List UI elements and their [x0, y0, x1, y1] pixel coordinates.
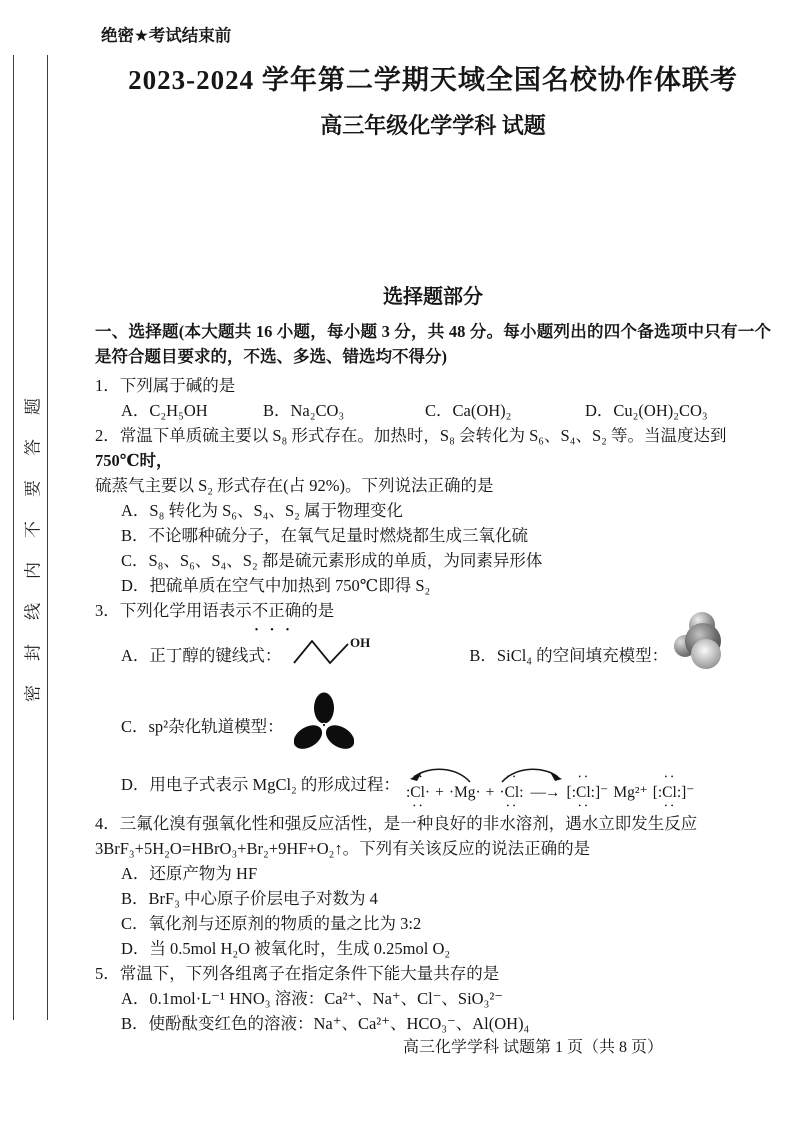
product-magnesium-ion: Mg²⁺	[613, 783, 648, 801]
reaction-arrow: —→	[530, 783, 560, 801]
question-3-stem-emphasis: 不正确 •••	[252, 601, 302, 620]
question-4-option-a: A．还原产物为 HF	[121, 864, 258, 883]
sp2-orbital-figure	[294, 691, 354, 753]
question-3-option-c-label: C．sp²杂化轨道模型：	[121, 716, 284, 736]
question-4-stem-line2: 3BrF₃+5H₂O=HBrO₃+Br₂+9HF+O₂↑。下列有关该反应的说法正确的是	[95, 839, 591, 858]
question-3	[95, 598, 771, 809]
question-5-option-b: B．使酚酞变红色的溶液：Na⁺、Ca²⁺、HCO₃⁻、Al(OH)₄	[121, 1014, 530, 1033]
question-3-options-ab	[121, 631, 771, 679]
charge-minus: ⁻	[686, 783, 695, 801]
question-4	[95, 811, 771, 961]
question-1-options	[121, 398, 771, 423]
question-5-option-a: A．0.1mol·L⁻¹ HNO₃ 溶液：Ca²⁺、Na⁺、Cl⁻、SiO₃²⁻	[121, 989, 504, 1008]
question-3-option-c	[121, 697, 771, 755]
spacefill-sphere-front	[691, 639, 721, 669]
seal-text: 密封线内不要答题	[23, 373, 42, 702]
section-heading: 选择题部分	[383, 286, 483, 308]
question-2-option-d: D．把硫单质在空气中加热到 750℃即得 S₂	[121, 576, 431, 595]
question-4-stem-line1: 4．三氟化溴有强氧化性和强反应活性，是一种良好的非水溶剂，遇水立即发生反应	[95, 814, 698, 833]
question-1-option-a: A．C₂H₅OH	[121, 401, 208, 420]
product-chloride-right: • • [:Cl:] • • ⁻	[653, 780, 695, 805]
section-instructions: 一、选择题(本大题共 16 小题，每小题 3 分，共 48 分。每小题列出的四个备选项中只有一个是符合题目要求的，不选、多选、错选均不得分)	[95, 322, 771, 366]
question-3-stem-post: 的是	[301, 601, 335, 620]
question-3-option-d-label: D．用电子式表示 MgCl₂ 的形成过程：	[121, 774, 400, 794]
question-1-option-d: D．Cu₂(OH)₂CO₃	[585, 401, 708, 420]
plus-sign: +	[435, 783, 444, 801]
question-3-stem	[95, 598, 771, 623]
plus-sign: +	[485, 783, 495, 801]
bondline-oh-label: OH	[350, 635, 371, 650]
question-4-option-b: B．BrF₃ 中心原子价层电子对数为 4	[121, 889, 378, 908]
question-2	[95, 423, 771, 598]
question-5-stem: 5．常温下，下列各组离子在指定条件下能大量共存的是	[95, 964, 500, 983]
question-3-option-a-label: A．正丁醇的键线式：	[121, 645, 282, 665]
question-2-option-c: C．S₈、S₆、S₄、S₂ 都是硫元素形成的单质，为同素异形体	[121, 551, 543, 570]
question-1-option-b: B．Na₂CO₃	[263, 401, 345, 420]
charge-minus: ⁻	[600, 783, 609, 801]
question-4-option-d: D．当 0.5mol H₂O 被氧化时，生成 0.25mol O₂	[121, 939, 451, 958]
exam-subtitle: 高三年级化学学科 试题	[320, 113, 546, 138]
question-3-option-b-label: B．SiCl₄ 的空间填充模型：	[469, 645, 669, 665]
question-5	[95, 961, 771, 1036]
product-chloride-left: • • [:Cl:] • • ⁻	[567, 780, 609, 805]
question-2-stem-bold: 750℃时，	[95, 451, 173, 470]
page-footer: 高三化学学科 试题第 1 页（共 8 页）	[402, 1039, 663, 1056]
question-1-option-c: C．Ca(OH)₂	[425, 401, 512, 420]
exam-title: 2023-2024 学年第二学期天域全国名校协作体联考	[128, 65, 738, 95]
reactant-chlorine-left: • • :Cl· • •	[406, 780, 430, 805]
question-3-stem-pre: 3．下列化学用语表示	[95, 601, 252, 620]
mgcl2-electron-diagram	[406, 764, 695, 805]
question-2-option-a: A．S₈ 转化为 S₆、S₄、S₂ 属于物理变化	[121, 501, 404, 520]
question-4-option-c: C．氧化剂与还原剂的物质的量之比为 3:2	[121, 914, 422, 933]
classification-banner: 绝密★考试结束前	[101, 26, 232, 45]
butanol-bondline-figure	[291, 631, 379, 669]
question-2-stem-text: 2．常温下单质硫主要以 S₈ 形式存在。加热时，S₈ 会转化为 S₆、S₄、S₂ 等。当温度达到	[95, 426, 727, 445]
question-1-stem: 1．下列属于碱的是	[95, 376, 236, 395]
question-1	[95, 373, 771, 423]
reactant-magnesium: ·Mg·	[448, 783, 481, 801]
question-2-option-b: B．不论哪种硫分子，在氧气足量时燃烧都生成三氧化硫	[121, 526, 529, 545]
reactant-chlorine-right: • • ·Cl: • •	[499, 780, 523, 805]
sicl4-spacefill-figure	[674, 612, 732, 674]
exam-page	[95, 0, 771, 1036]
question-3-option-d	[121, 759, 771, 809]
seal-margin	[13, 55, 48, 1020]
question-2-stem-line2: 硫蒸气主要以 S₂ 形式存在(占 92%)。下列说法正确的是	[95, 476, 494, 495]
question-2-stem-line1	[95, 423, 771, 473]
